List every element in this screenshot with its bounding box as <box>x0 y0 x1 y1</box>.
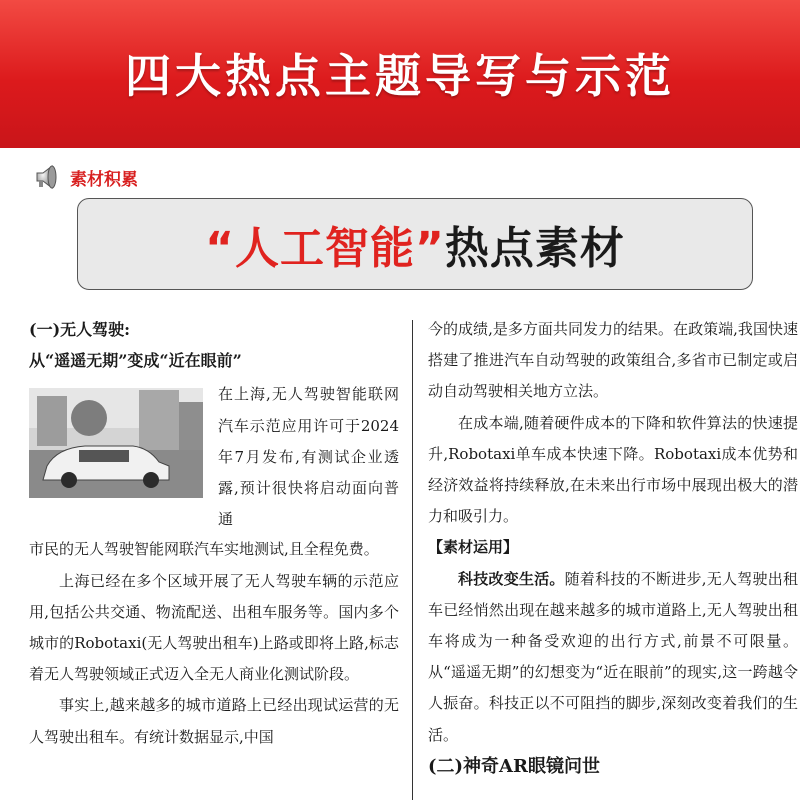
topic-box <box>77 198 753 290</box>
photo-side-text: 在上海,无人驾驶智能联网汽车示范应用许可于2024年7月发布,有测试企业透露,预计很快将启动面向普通 <box>218 385 399 529</box>
section1-heading: (一)无人驾驶: <box>29 320 131 339</box>
usage-lead: 科技改变生活。 <box>458 569 565 588</box>
right-paragraph-2: 在成本端,随着硬件成本的下降和软件算法的快速提升,Robotaxi单车成本快速下降。Robotaxi成本优势和经济效益将持续释放,在未来出行市场中展现出极大的潜力和吸引力。 <box>428 413 798 526</box>
left-paragraph-3: 事实上,越来越多的城市道路上已经出现试运营的无人驾驶出租车。有统计数据显示,中国 <box>29 696 399 746</box>
left-paragraph-2: 上海已经在多个区域开展了无人驾驶车辆的示范应用,包括公共交通、物流配送、出租车服务等。国内多个城市的Robotaxi(无人驾驶出租车)上路或即将上路,标志着无人驾驶领域正式迈入全无人商业化测试阶段。 <box>29 571 399 684</box>
usage-paragraph <box>428 564 798 751</box>
usage-tag: 【素材运用】 <box>428 538 519 557</box>
topic-title-highlight: “人工智能” <box>205 223 445 274</box>
topic-title-rest: 热点素材 <box>444 223 625 274</box>
robotaxi-photo <box>29 388 203 498</box>
title-banner <box>0 0 800 148</box>
section2-heading: (二)神奇AR眼镜问世 <box>428 755 600 777</box>
usage-body: 随着科技的不断进步,无人驾驶出租车已经悄然出现在越来越多的城市道路上,无人驾驶出租车将成为一种备受欢迎的出行方式,前景不可限量。从“遥遥无期”的幻想变为“近在眼前”的现实,这一跨越令人振奋。科技正以不可阻挡的脚步,深刻改变着我们的生活。 <box>428 569 798 744</box>
topic-title <box>205 212 625 276</box>
right-paragraph-1: 今的成绩,是多方面共同发力的结果。在政策端,我国快速搭建了推进汽车自动驾驶的政策组合,多省市已制定或启动自动驾驶相关地方立法。 <box>428 320 798 401</box>
section-tag-label: 素材积累 <box>70 169 138 190</box>
right-column <box>428 314 798 782</box>
section-tag <box>34 163 138 191</box>
left-paragraph-1: 市民的无人驾驶智能网联汽车实地测试,且全程免费。 <box>29 540 379 559</box>
speaker-icon <box>34 163 62 191</box>
page-title: 四大热点主题导写与示范 <box>125 49 675 103</box>
photo-row <box>29 378 399 534</box>
left-column <box>29 314 399 753</box>
section1-subheading: 从“遥遥无期”变成“近在眼前” <box>29 351 242 371</box>
column-divider <box>412 320 413 800</box>
